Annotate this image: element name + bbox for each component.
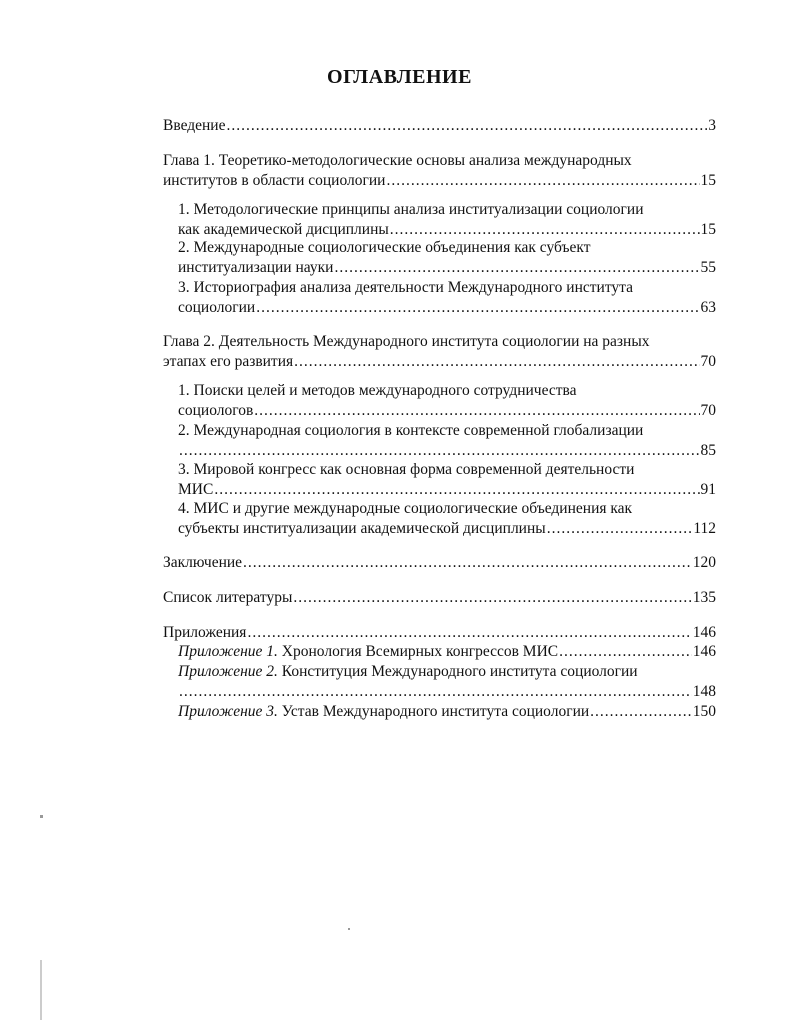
toc-page-number: 150 bbox=[692, 703, 716, 720]
dot-leader bbox=[254, 401, 699, 421]
appendix-prefix: Приложение 2. bbox=[178, 663, 278, 680]
dot-leader bbox=[590, 702, 692, 722]
toc-entry-line: 3. Историография анализа деятельности Международного института bbox=[178, 279, 633, 296]
dot-leader bbox=[256, 298, 699, 318]
toc-entry-label: Список литературы bbox=[163, 589, 293, 606]
toc-entry-chapter-2-section-1 bbox=[178, 381, 716, 421]
dot-leader bbox=[390, 220, 700, 240]
toc-entry-line: как академической дисциплины bbox=[178, 221, 389, 238]
toc-page-number: 3 bbox=[708, 117, 716, 134]
toc-entry-chapter-1 bbox=[163, 151, 716, 191]
scan-edge-mark bbox=[40, 960, 42, 1020]
toc-entry-line: МИС bbox=[178, 481, 214, 498]
scan-speck bbox=[40, 815, 43, 818]
toc-entry-intro bbox=[163, 116, 716, 136]
toc-entry-line: 1. Поиски целей и методов международного сотрудничества bbox=[178, 382, 577, 399]
toc-entry-label: Хронология Всемирных конгрессов МИС bbox=[281, 643, 559, 660]
toc-page-number: 146 bbox=[692, 624, 716, 641]
toc-entry-chapter-2-section-4 bbox=[178, 499, 716, 539]
dot-leader bbox=[386, 171, 699, 191]
toc-page-number: 135 bbox=[692, 589, 716, 606]
toc-page-number: 85 bbox=[700, 442, 716, 459]
toc-entry-chapter-1-section-2 bbox=[178, 238, 716, 278]
toc-entry-label: Приложения bbox=[163, 624, 247, 641]
dot-leader bbox=[547, 519, 693, 539]
toc-entry-line: 1. Методологические принципы анализа институализации социологии bbox=[178, 201, 644, 218]
toc-entry-chapter-1-section-1 bbox=[178, 200, 716, 240]
toc-entry-line: субъекты институализации академической дисциплины bbox=[178, 520, 546, 537]
toc-page-number: 15 bbox=[700, 172, 716, 189]
dot-leader bbox=[247, 623, 691, 643]
dot-leader bbox=[334, 258, 699, 278]
toc-entry-label: Заключение bbox=[163, 554, 243, 571]
toc-entry-appendix-1 bbox=[178, 642, 716, 662]
toc-page-number: 146 bbox=[692, 643, 716, 660]
toc-page-number: 120 bbox=[692, 554, 716, 571]
toc-entry-conclusion bbox=[163, 553, 716, 573]
dot-leader bbox=[179, 441, 700, 461]
toc-entry-line: институализации науки bbox=[178, 259, 334, 276]
toc-entry-line: 3. Мировой конгресс как основная форма современной деятельности bbox=[178, 461, 635, 478]
toc-entry-appendices bbox=[163, 623, 716, 643]
appendix-prefix: Приложение 1. bbox=[178, 643, 278, 660]
toc-page-number: 148 bbox=[692, 683, 716, 700]
scan-speck bbox=[348, 928, 350, 930]
toc-entry-line: социологии bbox=[178, 299, 256, 316]
toc-entry-line: 2. Международные социологические объединения как субъект bbox=[178, 239, 591, 256]
toc-entry-appendix-2 bbox=[178, 662, 716, 702]
toc-entry-appendix-3 bbox=[178, 702, 716, 722]
toc-entry-line: 4. МИС и другие международные социологические объединения как bbox=[178, 500, 633, 517]
dot-leader bbox=[559, 642, 692, 662]
toc-entry-chapter-2 bbox=[163, 332, 716, 372]
dot-leader bbox=[226, 116, 707, 136]
toc-entry-label: Устав Международного института социологии bbox=[281, 703, 590, 720]
toc-entry-line: институтов в области социологии bbox=[163, 172, 386, 189]
toc-page-number: 70 bbox=[700, 353, 716, 370]
toc-page-number: 63 bbox=[700, 299, 716, 316]
appendix-prefix: Приложение 3. bbox=[178, 703, 278, 720]
toc-entry-line: Глава 1. Теоретико-методологические основы анализа международных bbox=[163, 152, 632, 169]
toc-entry-line: 2. Международная социология в контексте современной глобализации bbox=[178, 422, 644, 439]
toc-entry-chapter-2-section-2 bbox=[178, 421, 716, 461]
toc-entry-line: Глава 2. Деятельность Международного института социологии на разных bbox=[163, 333, 650, 350]
toc-entry-chapter-2-section-3 bbox=[178, 460, 716, 500]
toc-page-number: 70 bbox=[700, 402, 716, 419]
toc-entry-line: этапах его развития bbox=[163, 353, 294, 370]
dot-leader bbox=[293, 588, 691, 608]
dot-leader bbox=[179, 682, 692, 702]
toc-page-number: 55 bbox=[700, 259, 716, 276]
toc-page-number: 15 bbox=[700, 221, 716, 238]
toc-entry-chapter-1-section-3 bbox=[178, 278, 716, 318]
toc-page-number: 112 bbox=[693, 520, 716, 537]
toc-entry-bibliography bbox=[163, 588, 716, 608]
toc-entry-label: Введение bbox=[163, 117, 226, 134]
dot-leader bbox=[214, 480, 699, 500]
toc-page-number: 91 bbox=[700, 481, 716, 498]
toc-entry-label: Конституция Международного института социологии bbox=[281, 663, 638, 680]
dot-leader bbox=[294, 352, 699, 372]
page-title: ОГЛАВЛЕНИЕ bbox=[327, 66, 472, 88]
dot-leader bbox=[243, 553, 692, 573]
toc-entry-line: социологов bbox=[178, 402, 254, 419]
